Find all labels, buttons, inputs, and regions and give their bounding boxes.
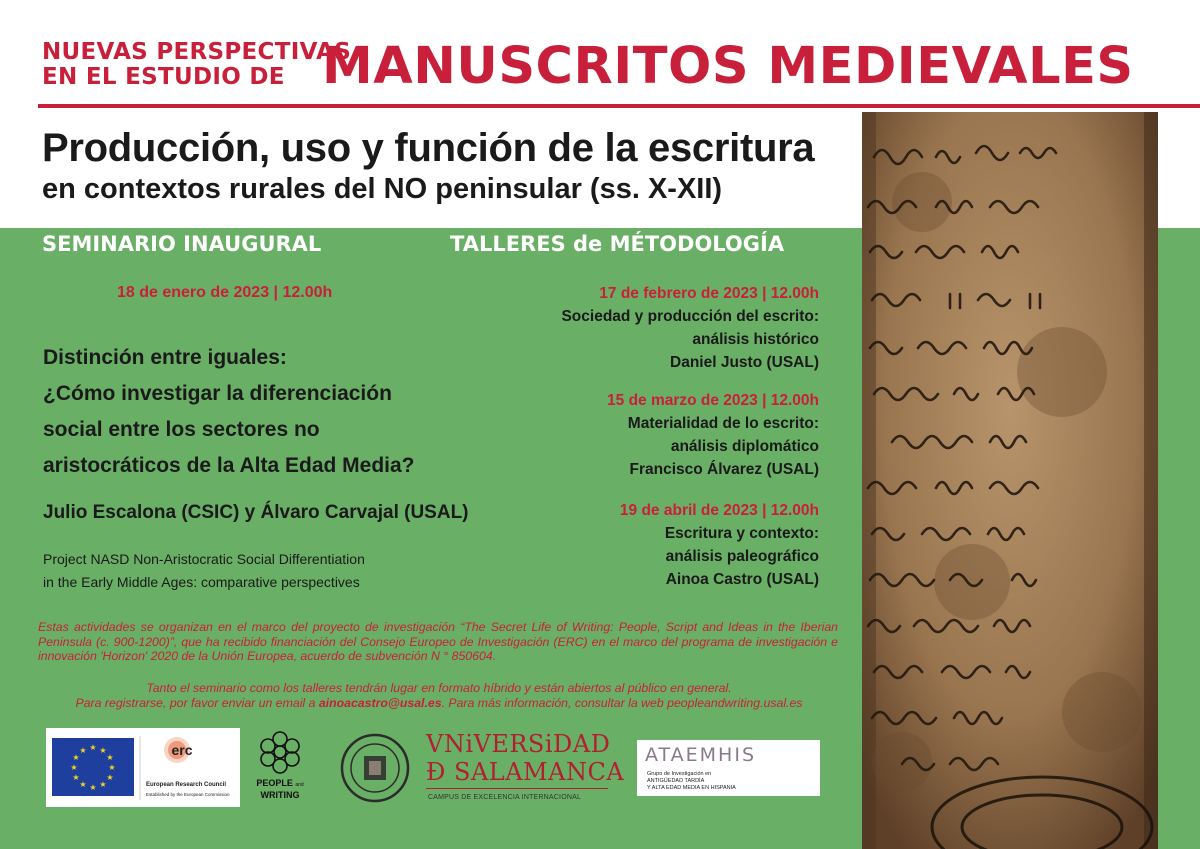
- usal-seal-icon: [340, 728, 410, 807]
- header-big-title: MANUSCRITOS MEDIEVALES: [322, 37, 1134, 96]
- seminar-title-line: social entre los sectores no: [43, 418, 320, 441]
- project-line: in the Early Middle Ages: comparative perspectives: [43, 574, 360, 590]
- seminar-title-line: Distinción entre iguales:: [43, 346, 287, 369]
- seminar-title: [43, 340, 415, 484]
- erc-sub: Established by the European Commission: [146, 792, 230, 797]
- workshop-item: [561, 282, 819, 374]
- seminar-speakers: Julio Escalona (CSIC) y Álvaro Carvajal (USAL): [43, 502, 469, 523]
- workshop-title-line: Escritura y contexto:: [664, 525, 819, 542]
- subtitle-main: Producción, uso y función de la escritura: [42, 126, 815, 170]
- writing-line: WRITING: [260, 790, 300, 800]
- svg-text:★: ★: [79, 746, 87, 755]
- funding-notice: Estas actividades se organizan en el marco del proyecto de investigación “The Secret Life of Writing: People, Script and Ideas in the Iberian Peninsula (c. 900-1200)”, que ha recibido financiación del Consejo Europeo de Investigación (ERC) en el marco del programa de investigación e innovación 'Horizon' 2020 de la Unión Europea, acuerdo de subvención N ° 850604.: [38, 620, 838, 663]
- register-line: Para registrarse, por favor enviar un email a ainoacastro@usal.es. Para más información, consultar la web peopleandwriting.usal.es: [75, 695, 803, 710]
- usal-campus: CAMPUS DE EXCELENCIA INTERNACIONAL: [428, 794, 582, 801]
- workshop-title-line: análisis histórico: [692, 331, 819, 348]
- svg-text:★: ★: [72, 773, 80, 782]
- ataemhis-desc1: Grupo de Investigación en: [647, 771, 712, 777]
- ataemhis-desc2: ANTIGÜEDAD TARDÍA: [647, 778, 705, 784]
- erc-name: European Research Council: [146, 782, 227, 788]
- svg-text:★: ★: [106, 773, 114, 782]
- workshop-date: 19 de abril de 2023 | 12.00h: [619, 502, 819, 519]
- erc-logo-icon: erc: [171, 742, 193, 758]
- subtitle-secondary: en contextos rurales del NO peninsular (ss. X-XII): [42, 173, 723, 205]
- seminar-heading: SEMINARIO INAUGURAL: [42, 232, 322, 256]
- registration-notice: [40, 681, 838, 710]
- workshop-title-line: Materialidad de lo escrito:: [627, 415, 819, 432]
- usal-divider: [426, 788, 608, 789]
- workshop-title-line: Sociedad y producción del escrito:: [561, 308, 819, 325]
- workshop-speaker: Daniel Justo (USAL): [670, 354, 819, 371]
- header-line1: NUEVAS PERSPECTIVAS: [42, 39, 352, 65]
- project-description: [43, 548, 365, 594]
- svg-text:★: ★: [89, 743, 97, 752]
- header-rule: [38, 104, 1200, 108]
- svg-text:★: ★: [89, 783, 97, 792]
- eu-erc-logo: [46, 728, 240, 807]
- workshop-speaker: Ainoa Castro (USAL): [665, 571, 819, 588]
- project-line: Project NASD Non-Aristocratic Social Differentiation: [43, 551, 365, 567]
- workshop-item: [607, 389, 819, 481]
- people-line: PEOPLE and: [256, 778, 304, 788]
- workshop-title-line: análisis paleográfico: [665, 548, 819, 565]
- workshop-speaker: Francisco Álvarez (USAL): [629, 461, 819, 478]
- svg-text:★: ★: [72, 753, 80, 762]
- svg-text:★: ★: [70, 763, 78, 772]
- seminar-title-line: aristocráticos de la Alta Edad Media?: [43, 454, 415, 477]
- usal-logo: [340, 728, 625, 807]
- header-line2: EN EL ESTUDIO DE: [42, 64, 285, 90]
- usal-name-line1: VNiVERSiDAD: [426, 730, 611, 758]
- contact-email-link[interactable]: ainoacastro@usal.es: [318, 695, 442, 710]
- people-and-writing-logo: [247, 728, 313, 807]
- workshop-item: [620, 499, 819, 591]
- seminar-title-line: ¿Cómo investigar la diferenciación: [43, 382, 392, 405]
- usal-name-line2: Ð SALAMANCA: [426, 758, 625, 786]
- ataemhis-logo: [637, 740, 820, 796]
- workshops-heading: TALLERES de MÉTODOLOGÍA: [450, 232, 785, 256]
- ataemhis-desc3: Y ALTA EDAD MEDIA EN HISPANIA: [647, 785, 736, 791]
- svg-text:★: ★: [99, 780, 107, 789]
- ataemhis-logo-icon: ATAEMHIS: [645, 744, 756, 766]
- format-line: Tanto el seminario como los talleres tendrán lugar en formato híbrido y están abiertos al público en general.: [146, 681, 732, 695]
- seminar-date: 18 de enero de 2023 | 12.00h: [117, 284, 333, 301]
- people-and-writing-logo-icon: [247, 728, 313, 778]
- workshop-title-line: análisis diplomático: [670, 438, 819, 455]
- svg-text:★: ★: [106, 753, 114, 762]
- svg-text:★: ★: [99, 746, 107, 755]
- header-small-title: [42, 40, 351, 90]
- svg-text:★: ★: [79, 780, 87, 789]
- workshop-date: 15 de marzo de 2023 | 12.00h: [607, 392, 819, 409]
- svg-text:★: ★: [108, 763, 116, 772]
- workshop-date: 17 de febrero de 2023 | 12.00h: [599, 285, 819, 302]
- manuscript-image: [862, 112, 1158, 849]
